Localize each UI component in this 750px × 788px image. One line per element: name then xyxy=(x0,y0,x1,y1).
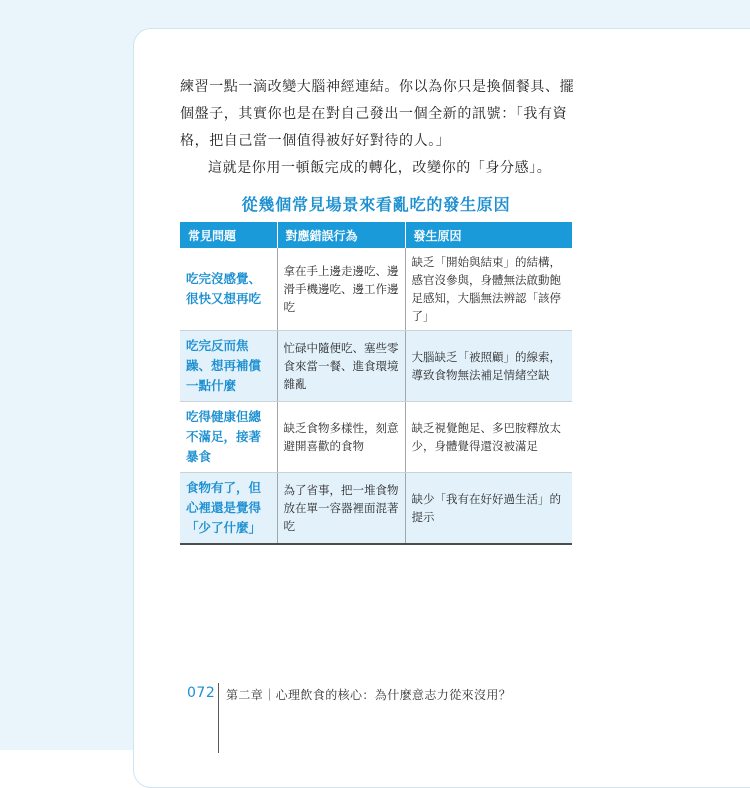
table-row xyxy=(180,402,572,473)
behavior-cell: 拿在手上邊走邊吃、邊滑手機邊吃、邊工作邊吃 xyxy=(277,248,405,331)
behavior-cell: 缺乏食物多樣性，刻意避開喜歡的食物 xyxy=(277,402,405,473)
table-title: 從幾個常見場景來看亂吃的發生原因 xyxy=(241,195,511,214)
header-wrong-behavior: 對應錯誤行為 xyxy=(277,222,405,248)
cause-cell: 大腦缺乏「被照顧」的線索，導致食物無法補足情緒空缺 xyxy=(405,331,572,402)
footer-divider xyxy=(218,683,219,753)
header-cause: 發生原因 xyxy=(405,222,572,248)
body-paragraph: 練習一點一滴改變大腦神經連結。你以為你只是換個餐具、擺個盤子，其實你也是在對自己發出一個全新的訊號：「我有資格，把自己當一個值得被好好對待的人。」 xyxy=(180,79,575,149)
table-row xyxy=(180,473,572,545)
body-paragraph-conclusion: 這就是你用一頓飯完成的轉化，改變你的「身分感」。 xyxy=(208,160,552,176)
cause-cell: 缺乏「開始與結束」的結構，感官沒參與，身體無法啟動飽足感知，大腦無法辨認「該停了」 xyxy=(405,248,572,331)
table-row xyxy=(180,248,572,331)
problem-cell: 吃完反而焦躁、想再補償一點什麼 xyxy=(180,331,277,402)
header-common-problem: 常見問題 xyxy=(180,222,277,248)
causes-table xyxy=(180,222,572,545)
page-number: 072 xyxy=(187,685,216,701)
behavior-cell: 忙碌中隨便吃、塞些零食來當一餐、進食環境雜亂 xyxy=(277,331,405,402)
problem-cell: 食物有了，但心裡還是覺得「少了什麼」 xyxy=(180,473,277,545)
problem-cell: 吃得健康但總不滿足，接著暴食 xyxy=(180,402,277,473)
chapter-running-title: 第二章｜心理飲食的核心：為什麼意志力從來沒用？ xyxy=(226,688,512,702)
cause-cell: 缺乏視覺飽足、多巴胺釋放太少，身體覺得還沒被滿足 xyxy=(405,402,572,473)
table-header-row xyxy=(180,222,572,248)
cause-cell: 缺少「我有在好好過生活」的提示 xyxy=(405,473,572,545)
problem-cell: 吃完沒感覺、很快又想再吃 xyxy=(180,248,277,331)
behavior-cell: 為了省事，把一堆食物放在單一容器裡面混著吃 xyxy=(277,473,405,545)
table-row xyxy=(180,331,572,402)
